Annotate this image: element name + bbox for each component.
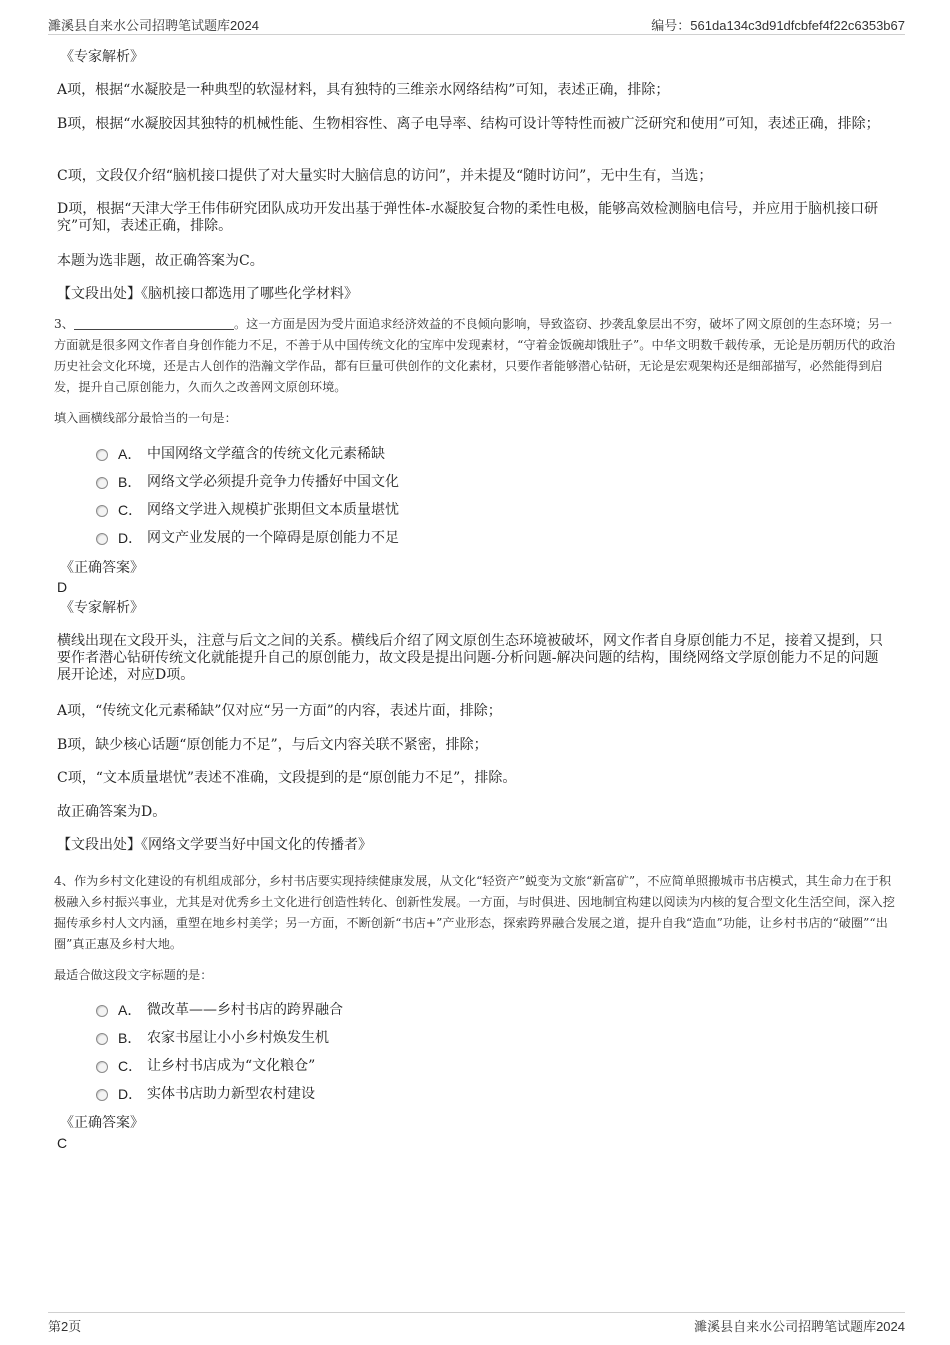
radio-button[interactable] — [96, 533, 108, 545]
analysis-option-a: A项，“传统文化元素稀缺”仅对应“另一方面”的内容，表述片面，排除； — [57, 703, 502, 719]
question-number: 3、 — [54, 317, 74, 331]
analysis-option-a: A项，根据“水凝胶是一种典型的软湿材料，具有独特的三维亲水网络结构”可知，表述正确，排除； — [57, 82, 670, 98]
correct-answer-heading: 《正确答案》 — [60, 1115, 144, 1131]
analysis-summary: 横线出现在文段开头，注意与后文之间的关系。横线后介绍了网文原创生态环境被破坏，网文作者自身原创能力不足，接着又提到，只要作者潜心钻研传统文化就能提升自己的原创能力，故文段是提出问题-分析问题-解决问题的结构，围绕网络文学原创能力不足的问题展开论述，对应D项。 — [57, 633, 883, 683]
analysis-option-b: B项，根据“水凝胶因其独特的机械性能、生物相容性、离子电导率、结构可设计等特性而被广泛研究和使用”可知，表述正确，排除； — [57, 116, 880, 132]
question-3-text — [54, 314, 896, 398]
analysis-option-c: C项，文段仅介绍“脑机接口提供了对大量实时大脑信息的访问”，并未提及“随时访问”，无中生有，当选； — [57, 168, 713, 184]
page-footer — [48, 1312, 905, 1335]
expert-analysis-heading: 《专家解析》 — [60, 49, 144, 65]
analysis-conclusion: 故正确答案为D。 — [57, 804, 167, 820]
correct-answer-value: D — [57, 579, 68, 595]
expert-analysis-heading: 《专家解析》 — [60, 600, 144, 616]
page-number: 第2页 — [48, 1319, 82, 1334]
correct-answer-value: C — [57, 1135, 68, 1151]
question-3-prompt: 填入画横线部分最恰当的一句是： — [54, 411, 237, 425]
header-title: 濉溪县自来水公司招聘笔试题库2024 — [48, 18, 259, 33]
passage-source: 【文段出处】《脑机接口都选用了哪些化学材料》 — [57, 286, 358, 302]
footer-title: 濉溪县自来水公司招聘笔试题库2024 — [694, 1319, 905, 1334]
radio-button[interactable] — [96, 477, 108, 489]
analysis-option-b: B项，缺少核心话题“原创能力不足”，与后文内容关联不紧密，排除； — [57, 737, 488, 753]
question-passage: 。这一方面是因为受片面追求经济效益的不良倾向影响，导致盗窃、抄袭乱象层出不穷，破坏了网文原创的生态环境；另一方面就是很多网文作者自身创作能力不足，不善于从中国传统文化的宝库中发现素材，“守着金饭碗却饿肚子”。中华文明数千载传承，无论是历朝历代的政治历史社会文化环境，还是古人创作的浩瀚文学作品，都有巨量可供创作的文化素材，只要作者能够潜心钻研，无论是宏观架构还是细部描写，必然能得到启发，提升自己原创能力，久而久之改善网文原创环境。 — [54, 317, 896, 394]
analysis-option-c: C项，“文本质量堪忧”表述不准确，文段提到的是“原创能力不足”，排除。 — [57, 770, 517, 786]
analysis-conclusion: 本题为选非题，故正确答案为C。 — [57, 253, 264, 269]
analysis-option-d: D项，根据“天津大学王伟伟研究团队成功开发出基于弹性体-水凝胶复合物的柔性电极，能够高效检测脑电信号，并应用于脑机接口研究”可知，表述正确，排除。 — [57, 201, 879, 234]
radio-button[interactable] — [96, 1061, 108, 1073]
radio-button[interactable] — [96, 1089, 108, 1101]
question-4-prompt: 最适合做这段文字标题的是： — [54, 968, 213, 982]
question-4-text: 4、作为乡村文化建设的有机组成部分，乡村书店要实现持续健康发展，从文化“轻资产”蜕变为文旅“新富矿”，不应简单照搬城市书店模式，其生命力在于积极融入乡村振兴事业，尤其是对优秀乡土文化进行创造性转化、创新性发展。一方面，与时俱进、因地制宜构建以阅读为内核的复合型文化生活空间，深入挖掘传承乡村人文内涵，重塑在地乡村美学；另一方面，不断创新“书店+”产业形态，探索跨界融合发展之道，提升自我“造血”功能，让乡村书店的“破圈”“出圈”真正惠及乡村大地。 — [54, 874, 895, 951]
radio-button[interactable] — [96, 1005, 108, 1017]
page-header — [48, 14, 905, 35]
fill-in-blank-line — [74, 315, 234, 330]
correct-answer-heading: 《正确答案》 — [60, 560, 144, 576]
document-serial-number: 编号：561da134c3d91dfcbfef4f22c6353b67 — [651, 18, 905, 33]
passage-source: 【文段出处】《网络文学要当好中国文化的传播者》 — [57, 837, 372, 853]
radio-button[interactable] — [96, 505, 108, 517]
radio-button[interactable] — [96, 449, 108, 461]
radio-button[interactable] — [96, 1033, 108, 1045]
